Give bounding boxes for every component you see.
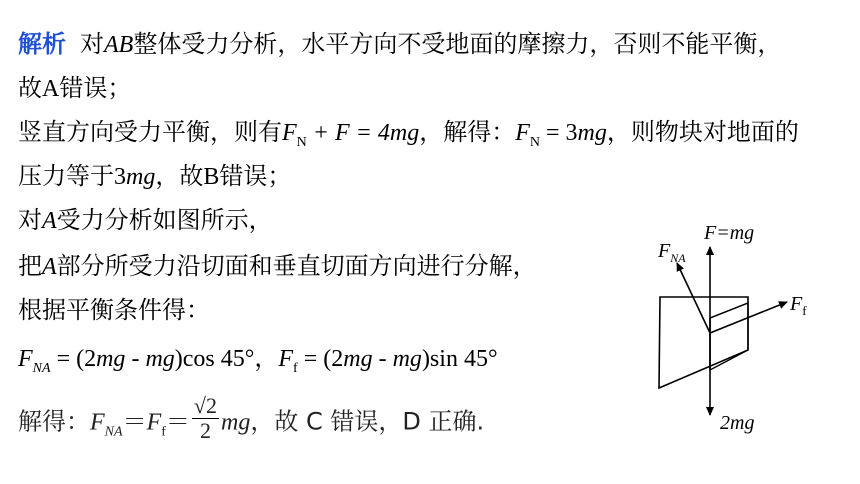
number: 3 [114, 164, 126, 190]
fraction-numerator: √2 [193, 393, 217, 418]
label-ff: $F_f$ [790, 293, 807, 318]
text: 错误； [59, 74, 132, 102]
line-2 [18, 72, 131, 105]
option-b: B [203, 164, 220, 190]
text: 对 [80, 30, 104, 58]
line-3 [18, 116, 799, 159]
equals-sign: ＝ [165, 407, 190, 436]
line-1 [18, 28, 781, 61]
label-top: F=mg [704, 222, 755, 244]
sub-na: NA [104, 424, 123, 440]
sub-n: N [296, 135, 307, 150]
equation-part: = 3 [540, 120, 578, 146]
text: 部分所受力沿切面和垂直切面方向进行分解， [56, 252, 537, 280]
var-a: A [42, 208, 57, 234]
var-mg: mg [577, 120, 607, 146]
line-7 [18, 294, 210, 326]
line-8 [18, 342, 498, 385]
line-6 [18, 250, 537, 283]
var-f: F [515, 120, 530, 146]
fraction-denominator: 2 [199, 418, 211, 443]
equation-part: - [125, 346, 146, 372]
fraction [192, 394, 219, 443]
text: ，解得： [419, 118, 516, 146]
var-f: F [146, 409, 162, 436]
text: ，则物块对地面的 [606, 118, 799, 146]
equation-part: = (2 [297, 346, 344, 372]
var-mg: mg [126, 164, 156, 190]
var-a: A [42, 254, 57, 280]
text: 竖直方向受力平衡，则有 [18, 118, 282, 146]
text: 错误； [219, 162, 292, 190]
var-mg: mg [96, 346, 126, 372]
block-shape [659, 297, 748, 388]
var-f: F [278, 346, 294, 372]
sub-f: f [161, 424, 166, 440]
equation-part: )sin 45° [421, 346, 498, 372]
option-a: A [42, 76, 60, 102]
force-diagram [640, 215, 840, 445]
var-f: F [282, 120, 297, 146]
sub-na: NA [32, 361, 51, 376]
equals-sign: ＝ [122, 407, 147, 436]
var-mg: mg [343, 346, 373, 372]
label-bottom: 2mg [720, 412, 755, 434]
text: ，故 C 错误，D 正确. [250, 407, 485, 436]
text: 根据平衡条件得： [18, 296, 210, 324]
line-4 [18, 160, 291, 193]
text: 对 [18, 206, 42, 234]
lower-part-shape [710, 303, 748, 370]
text: 压力等于 [18, 162, 114, 190]
text: ，故 [155, 162, 204, 190]
var-mg: mg [389, 120, 420, 146]
var-mg: mg [392, 346, 422, 372]
var-ab: AB [104, 32, 134, 58]
sub-f: f [293, 361, 298, 376]
equation-part: = (2 [50, 346, 97, 372]
force-arrow-fna [677, 263, 710, 333]
line-5 [18, 204, 273, 237]
text: 把 [18, 252, 42, 280]
text: 受力分析如图所示， [56, 206, 273, 234]
text: 故 [18, 74, 42, 102]
var-mg: mg [145, 346, 175, 372]
analysis-label: 解析 [18, 30, 66, 58]
equation-part: )cos 45°， [174, 346, 279, 372]
text: 整体受力分析，水平方向不受地面的摩擦力，否则不能平衡， [133, 30, 782, 58]
var-f: F [90, 409, 105, 436]
text: 解得： [18, 407, 90, 436]
var-f: F [18, 346, 33, 372]
equation-part: + F = 4 [306, 120, 390, 146]
sub-n: N [529, 135, 540, 150]
label-fna: $F_{NA}$ [658, 240, 686, 265]
equation-part: - [372, 346, 393, 372]
line-9 [18, 393, 485, 449]
var-mg: mg [220, 409, 251, 436]
